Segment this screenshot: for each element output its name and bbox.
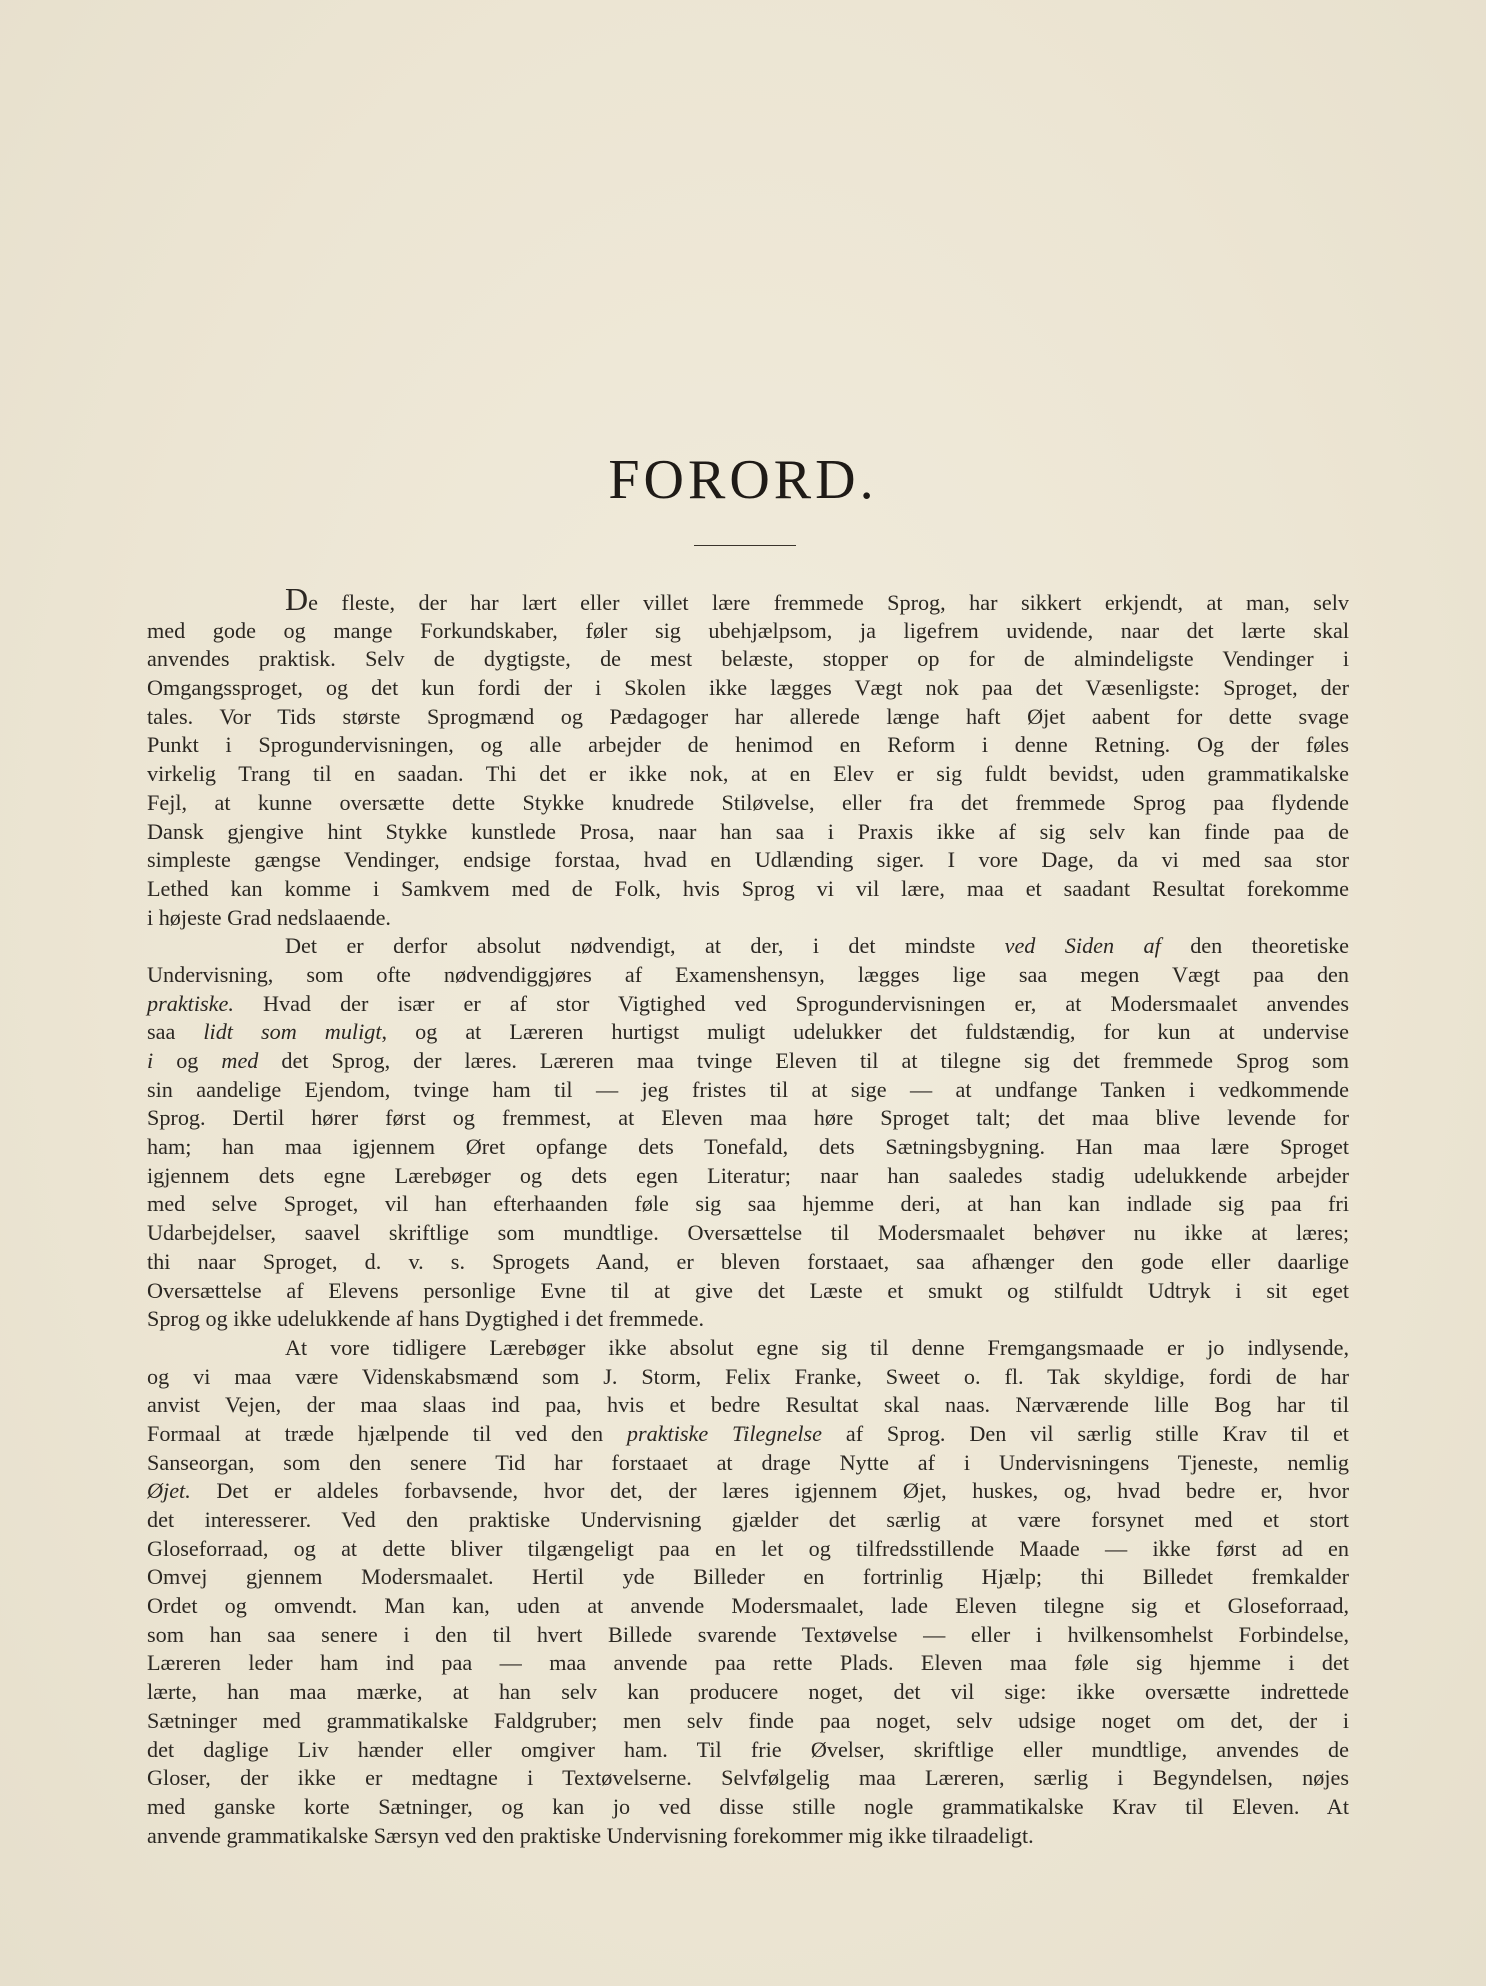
text-segment: Det er aldeles forbavsende, hvor det, der læres igjennem Øjet, huskes, og, hvad bedre er, hvor <box>190 1478 1349 1504</box>
text-line <box>147 875 1349 904</box>
text-segment: i højeste Grad nedslaaende. <box>147 904 391 930</box>
text-segment: med selve Sproget, vil han efterhaanden føle sig saa hjemme deri, at han kan indlade sig paa fri <box>147 1191 1349 1217</box>
text-line <box>147 1822 1349 1851</box>
text-segment: sin aandelige Ejendom, tvinge ham til — jeg fristes til at sige — at undfange Tanken i vedkommende <box>147 1076 1349 1102</box>
text-line <box>147 731 1349 760</box>
text-segment: ham; han maa igjennem Øret opfange dets Tonefald, dets Sætningsbygning. Han maa lære Sproget <box>147 1134 1349 1160</box>
text-line <box>147 581 1349 617</box>
text-line <box>147 760 1349 789</box>
text-line <box>147 703 1349 732</box>
text-line <box>147 617 1349 646</box>
paragraph <box>147 1334 1349 1850</box>
text-line <box>147 1707 1349 1736</box>
text-segment: Lethed kan komme i Samkvem med de Folk, hvis Sprog vi vil lære, maa et saadant Resultat forekomme <box>147 875 1349 901</box>
text-line <box>147 1248 1349 1277</box>
text-line <box>147 1535 1349 1564</box>
text-line <box>147 1334 1349 1363</box>
text-segment: som han saa senere i den til hvert Billede svarende Textøvelse — eller i hvilkensomhelst Forbindelse, <box>147 1621 1349 1647</box>
text-segment: Gloser, der ikke er medtagne i Textøvelserne. Selvfølgelig maa Læreren, særlig i Begyndelsen, nøjes <box>147 1765 1349 1791</box>
text-line <box>147 1506 1349 1535</box>
emphasized-text: i <box>147 1048 154 1073</box>
page-title: FORORD. <box>608 449 878 511</box>
text-segment: Sætninger med grammatikalske Faldgruber; men selv finde paa noget, selv udsige noget om det, der i <box>147 1707 1349 1733</box>
text-line <box>147 1563 1349 1592</box>
text-line <box>147 1449 1349 1478</box>
text-segment: Omgangssproget, og det kun fordi der i Skolen ikke lægges Vægt nok paa det Væsenligste: Sproget, der <box>147 675 1349 701</box>
text-segment: Udarbejdelser, saavel skriftlige som mundtlige. Oversættelse til Modersmaalet behøver nu ikke at læres; <box>147 1220 1349 1246</box>
text-segment: med gode og mange Forkundskaber, føler sig ubehjælpsom, ja ligefrem uvidende, naar det lærte skal <box>147 617 1349 643</box>
text-line <box>147 789 1349 818</box>
text-segment: og vi maa være Videnskabsmænd som J. Storm, Felix Franke, Sweet o. fl. Tak skyldige, fordi de har <box>147 1363 1349 1389</box>
text-segment: simpleste gængse Vendinger, endsige forstaa, hvad en Udlænding siger. I vore Dage, da vi med saa stor <box>147 847 1349 873</box>
text-line <box>147 1678 1349 1707</box>
text-line <box>147 1649 1349 1678</box>
text-segment: med ganske korte Sætninger, og kan jo ved disse stille nogle grammatikalske Krav til Eleven. At <box>147 1793 1349 1819</box>
paragraph <box>147 581 1349 932</box>
text-line <box>147 1219 1349 1248</box>
text-segment: det Sprog, der læres. Læreren maa tvinge Eleven til at tilegne sig det fremmede Sprog som <box>258 1048 1349 1073</box>
text-segment: igjennem dets egne Lærebøger og dets egen Literatur; naar han saaledes stadig udelukkende arbejder <box>147 1162 1349 1188</box>
text-line <box>147 1047 1349 1076</box>
text-line <box>147 1477 1349 1506</box>
text-segment: anvende grammatikalske Særsyn ved den praktiske Undervisning forekommer mig ikke tilraadeligt. <box>147 1822 1034 1848</box>
text-segment: det interesserer. Ved den praktiske Undervisning gjælder det særlig at være forsynet med et stort <box>147 1507 1349 1532</box>
emphasized-text: lidt som muligt <box>203 1019 382 1045</box>
text-segment: At vore tidligere Lærebøger ikke absolut egne sig til denne Fremgangsmaade er jo indlysende, <box>285 1334 1349 1360</box>
text-line <box>147 904 1349 933</box>
text-segment: Oversættelse af Elevens personlige Evne til at give det Læste et smukt og stilfuldt Udtryk i sit eget <box>147 1277 1349 1303</box>
text-segment: Ordet og omvendt. Man kan, uden at anvende Modersmaalet, lade Eleven tilegne sig et Gloseforraad, <box>147 1593 1349 1619</box>
text-segment: lærte, han maa mærke, at han selv kan producere noget, det vil sige: ikke oversætte indrettede <box>147 1679 1349 1705</box>
text-line <box>147 1736 1349 1765</box>
text-segment: Sprog og ikke udelukkende af hans Dygtighed i det fremmede. <box>147 1306 705 1332</box>
text-line <box>147 1621 1349 1650</box>
text-line <box>147 1363 1349 1392</box>
text-line <box>147 1305 1349 1334</box>
text-segment: Gloseforraad, og at dette bliver tilgængeligt paa en let og tilfredsstillende Maade — ikke først ad en <box>147 1535 1349 1561</box>
text-segment: Sprog. Dertil hører først og fremmest, at Eleven maa høre Sproget talt; det maa blive levende for <box>147 1105 1349 1131</box>
text-line <box>147 1277 1349 1306</box>
text-line <box>147 846 1349 875</box>
text-line <box>147 1592 1349 1621</box>
text-segment: Undervisning, som ofte nødvendiggjøres af Examenshensyn, lægges lige saa megen Vægt paa den <box>147 961 1349 987</box>
text-line <box>147 818 1349 847</box>
emphasized-text: med <box>221 1048 259 1073</box>
text-line <box>147 1076 1349 1105</box>
text-segment: saa <box>147 1019 204 1045</box>
emphasized-text: Øjet. <box>147 1478 191 1504</box>
text-segment: Dansk gjengive hint Stykke kunstlede Prosa, naar han saa i Praxis ikke af sig selv kan finde paa de <box>147 818 1349 844</box>
text-segment: thi naar Sproget, d. v. s. Sprogets Aand, er bleven forstaaet, saa afhænger den gode eller daarlige <box>147 1248 1349 1274</box>
text-line <box>147 932 1349 961</box>
text-segment: tales. Vor Tids største Sprogmænd og Pædagoger har allerede længe haft Øjet aabent for dette svage <box>147 703 1349 729</box>
text-segment: det daglige Liv hænder eller omgiver ham. Til frie Øvelser, skriftlige eller mundtlige, anvendes de <box>147 1736 1349 1762</box>
text-segment: Læreren leder ham ind paa — maa anvende paa rette Plads. Eleven maa føle sig hjemme i det <box>147 1650 1349 1676</box>
text-line <box>147 1104 1349 1133</box>
text-segment: Omvej gjennem Modersmaalet. Hertil yde Billeder en fortrinlig Hjælp; thi Billedet fremkalder <box>147 1564 1349 1590</box>
paragraph <box>147 932 1349 1334</box>
text-segment: den theoretiske <box>1160 933 1349 959</box>
text-segment: Fejl, at kunne oversætte dette Stykke knudrede Stiløvelse, eller fra det fremmede Sprog paa flydende <box>147 789 1349 815</box>
text-segment: e fleste, der har lært eller villet lære fremmede Sprog, har sikkert erkjendt, at man, selv <box>308 590 1349 615</box>
text-line <box>147 674 1349 703</box>
text-segment: anvendes praktisk. Selv de dygtigste, de mest belæste, stopper op for de almindeligste Vendinger i <box>147 646 1349 672</box>
text-segment: , og at Læreren hurtigst muligt udelukker det fuldstændig, for kun at undervise <box>381 1019 1349 1045</box>
text-line <box>147 1793 1349 1822</box>
text-line <box>147 645 1349 674</box>
emphasized-text: ved Siden af <box>1004 933 1161 959</box>
text-segment: Det er derfor absolut nødvendigt, at der, i det mindste <box>285 933 1005 959</box>
text-line <box>147 990 1349 1019</box>
text-segment: og <box>153 1048 222 1073</box>
text-segment: af Sprog. Den vil særlig stille Krav til et <box>822 1420 1349 1446</box>
emphasized-text: praktiske. <box>147 990 234 1016</box>
text-line <box>147 1420 1349 1449</box>
text-segment: Punkt i Sprogundervisningen, og alle arbejder de henimod en Reform i denne Retning. Og der føles <box>147 732 1349 758</box>
text-line <box>147 1764 1349 1793</box>
text-line <box>147 1018 1349 1047</box>
text-segment: Sanseorgan, som den senere Tid har forstaaet at drage Nytte af i Undervisningens Tjeneste, nemlig <box>147 1449 1349 1475</box>
preface-text <box>147 581 1349 1850</box>
text-line <box>147 1133 1349 1162</box>
title-rule <box>694 545 796 546</box>
text-segment: Formaal at træde hjælpende til ved den <box>147 1420 627 1446</box>
text-segment: Hvad der især er af stor Vigtighed ved Sprogundervisningen er, at Modersmaalet anvendes <box>233 990 1349 1016</box>
text-line <box>147 1190 1349 1219</box>
initial-letter: D <box>285 581 309 617</box>
text-line <box>147 1162 1349 1191</box>
emphasized-text: praktiske Tilegnelse <box>626 1420 823 1446</box>
text-segment: anvist Vejen, der maa slaas ind paa, hvis et bedre Resultat skal naas. Nærværende lille Bog har til <box>147 1392 1349 1418</box>
text-line <box>147 1391 1349 1420</box>
text-segment: virkelig Trang til en saadan. Thi det er ikke nok, at en Elev er sig fuldt bevidst, uden grammatikalske <box>147 761 1349 787</box>
text-line <box>147 961 1349 990</box>
